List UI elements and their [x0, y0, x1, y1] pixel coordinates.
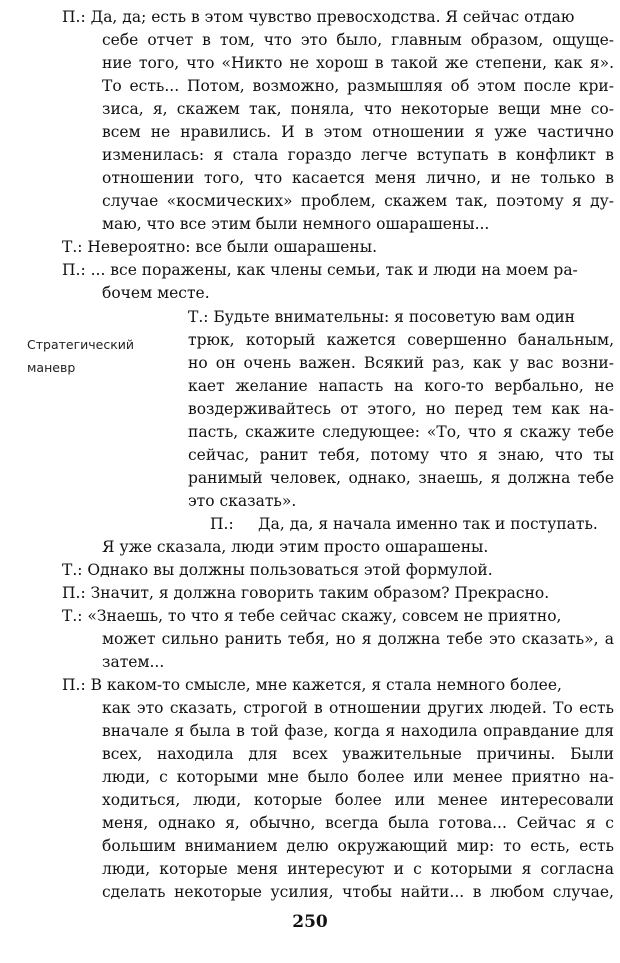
text-line: всем не нравились. И в этом отношении я уже частично — [102, 123, 614, 141]
text-line: случае «космических» проблем, скажем так, поэтому я ду- — [102, 192, 614, 210]
text-line: трюк, который кажется совершенно банальным, — [188, 331, 614, 349]
text-line: Да, да, я начала именно так и поступать. — [258, 515, 598, 533]
text-line: маю, что все этим были немного ошарашены... — [102, 215, 490, 233]
text-line: П.: ... все поражены, как члены семьи, так и люди на моем ра- — [62, 261, 578, 279]
text-line: сейчас, ранит тебя, потому что я знаю, что ты — [188, 446, 614, 464]
margin-note-line: маневр — [27, 360, 76, 375]
text-line: Т.: «Знаешь, то что я тебе сейчас скажу, совсем не приятно, — [62, 607, 562, 625]
text-line: кает желание напасть на кого-то вербально, не — [188, 377, 614, 395]
text-line: бочем месте. — [102, 284, 210, 302]
text-line: Т.: Однако вы должны пользоваться этой формулой. — [62, 561, 493, 579]
text-line: люди, которые меня интересуют и с которыми я согласна — [102, 860, 614, 878]
text-line: То есть... Потом, возможно, размышляя об этом после кри- — [102, 77, 614, 95]
text-line: зиса, я, скажем так, поняла, что некоторые вещи мне со- — [102, 100, 614, 118]
text-line: люди, с которыми мне было более или менее приятно на- — [102, 768, 614, 786]
text-line: себе отчет в том, что это было, главным образом, ощуще- — [102, 31, 614, 49]
page-number: 250 — [292, 912, 328, 932]
text-line: П.: Да, да; есть в этом чувство превосходства. Я сейчас отдаю — [62, 8, 575, 26]
text-line: ранимый человек, однако, знаешь, я должна тебе — [188, 469, 614, 487]
text-line: изменилась: я стала гораздо легче вступать в конфликт в — [102, 146, 614, 164]
text-line: ходиться, люди, которые более или менее интересовали — [102, 791, 614, 809]
text-line: это сказать». — [188, 492, 297, 510]
text-line: Я уже сказала, люди этим просто ошарашены. — [102, 538, 489, 556]
text-line: воздерживайтесь от этого, но перед тем как на- — [188, 400, 614, 418]
text-line: всех, находила для всех уважительные причины. Были — [102, 745, 614, 763]
text-line: затем... — [102, 653, 165, 671]
margin-note-line: Стратегический — [27, 337, 135, 352]
text-line: Т.: Будьте внимательны: я посоветую вам один — [188, 308, 576, 326]
margin-note — [27, 333, 134, 379]
text-line: пасть, скажите следующее: «То, что я скажу тебе — [188, 423, 614, 441]
text-line: отношении того, что касается меня лично, и не только в — [102, 169, 614, 187]
text-line: вначале я была в той фазе, когда я находила оправдание для — [102, 722, 614, 740]
text-line: может сильно ранить тебя, но я должна тебе это сказать», а — [102, 630, 614, 648]
text-line: сделать некоторые усилия, чтобы найти... в любом случае, — [102, 883, 614, 901]
text-line: ние того, что «Никто не хорош в такой же степени, как я». — [102, 54, 614, 72]
text-line: но он очень важен. Всякий раз, как у вас возни- — [188, 354, 614, 372]
text-line: Т.: Невероятно: все были ошарашены. — [62, 238, 378, 256]
text-line: большим вниманием делю окружающий мир: то есть, есть — [102, 837, 614, 855]
text-line: как это сказать, строгой в отношении других людей. То есть — [102, 699, 614, 717]
text-line: П.: В каком-то смысле, мне кажется, я стала немного более, — [62, 676, 562, 694]
text-line: меня, однако я, обычно, всегда была готова... Сейчас я с — [102, 814, 614, 832]
text-line: П.: Значит, я должна говорить таким образом? Прекрасно. — [62, 584, 550, 602]
speaker-label: П.: — [210, 515, 234, 533]
